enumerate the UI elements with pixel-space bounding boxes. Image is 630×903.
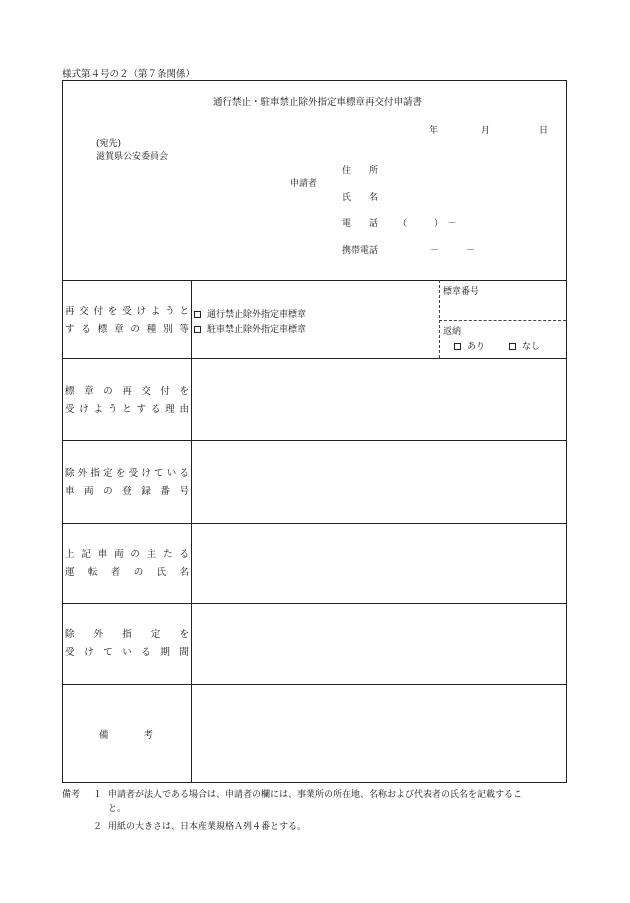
address-label: 住 所 — [342, 166, 379, 176]
row-label-exemption-period: 除外指定を 受けている期間 — [65, 629, 189, 658]
return-option-no[interactable]: なし — [509, 339, 540, 352]
name-label: 氏 名 — [342, 193, 379, 203]
row-label-badge-type: 再交付を受けようと する標章の種別等 — [65, 306, 189, 335]
form-title: 通行禁止・駐車禁止除外指定車標章再交付申請書 — [213, 97, 423, 108]
checkbox[interactable] — [509, 343, 516, 350]
row-divider — [63, 280, 566, 281]
form-number: 様式第４号の２（第７条関係） — [62, 69, 196, 80]
badge-number-label: 標章番号 — [443, 287, 480, 297]
row-label-reissue-reason: 標章の再交付を 受けようとする理由 — [65, 386, 189, 415]
row-divider — [63, 358, 566, 359]
row-divider — [63, 523, 566, 524]
row-divider — [63, 440, 566, 441]
badge-type-option-parking[interactable]: 駐車禁止除外指定車標章 — [194, 322, 306, 335]
date-day-label: 日 — [539, 126, 549, 136]
checkbox[interactable] — [194, 326, 201, 333]
addressee-label: (宛先) — [96, 139, 122, 149]
application-form — [62, 80, 567, 783]
badge-number-divider — [439, 280, 440, 358]
badge-type-option-traffic[interactable]: 通行禁止除外指定車標章 — [194, 307, 306, 320]
note-text-continued: と。 — [108, 804, 127, 814]
phone-label: 電 話 — [342, 219, 379, 229]
addressee-name: 滋賀県公安委員会 — [96, 152, 169, 162]
phone-format: （ ） － — [398, 219, 457, 229]
return-option-yes[interactable]: あり — [454, 339, 485, 352]
row-label-vehicle-registration: 除外指定を受けている 車両の登録番号 — [65, 468, 189, 497]
checkbox[interactable] — [454, 343, 461, 350]
checkbox[interactable] — [194, 311, 201, 318]
column-divider — [191, 280, 192, 783]
date-year-label: 年 — [429, 126, 439, 136]
row-label-remarks: 備考 — [99, 730, 153, 741]
row-divider — [63, 684, 566, 685]
mobile-format: － － — [430, 246, 476, 256]
notes-heading: 備考 — [62, 790, 81, 800]
row-divider — [63, 603, 566, 604]
note-text: 用紙の大きさは、日本産業規格Ａ列４番とする。 — [108, 822, 307, 832]
mobile-label: 携帯電話 — [342, 246, 379, 256]
return-label: 返納 — [443, 327, 462, 337]
applicant-label: 申請者 — [290, 179, 318, 189]
note-number: ２ — [93, 822, 103, 832]
row-label-main-driver: 上記車両の主たる 運転者の氏名 — [65, 549, 189, 578]
note-number: １ — [93, 790, 103, 800]
badge-number-rule — [439, 320, 566, 321]
date-month-label: 月 — [481, 126, 491, 136]
note-text: 申請者が法人である場合は、申請者の欄には、事業所の所在地、名称および代表者の氏名を記載するこ — [108, 790, 523, 800]
